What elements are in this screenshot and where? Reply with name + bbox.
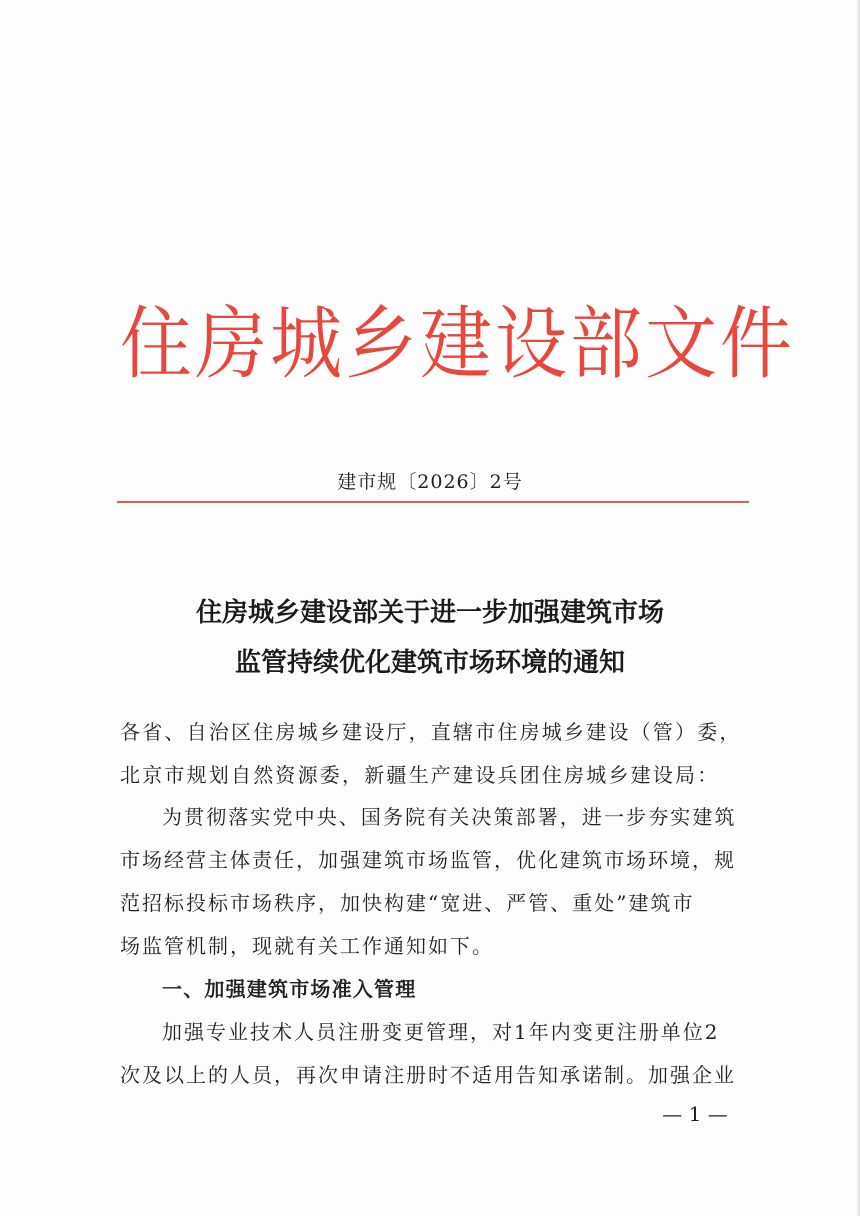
intro-line-3: 范招标投标市场秩序，加快构建“宽进、严管、重处”建筑市 [120, 891, 695, 915]
intro-line-2: 市场经营主体责任，加强建筑市场监管，优化建筑市场环境，规 [120, 848, 736, 872]
red-separator-rule [117, 501, 749, 503]
document-title [120, 588, 740, 688]
addressee-line-1: 各省、自治区住房城乡建设厅，直辖市住房城乡建设（管）委， [120, 720, 742, 744]
issuer-masthead: 住房城乡建设部文件 [120, 297, 796, 390]
page-number: — 1 — [662, 1102, 728, 1126]
document-title-line-1: 住房城乡建设部关于进一步加强建筑市场 [195, 598, 664, 628]
document-title-line-2: 监管持续优化建筑市场环境的通知 [234, 648, 625, 678]
section-1-line-2: 次及以上的人员，再次申请注册时不适用告知承诺制。加强企业 [120, 1063, 736, 1087]
section-1-heading: 一、加强建筑市场准入管理 [162, 977, 417, 1001]
document-number: 建市规〔2026〕2号 [337, 471, 523, 493]
section-1-line-1: 加强专业技术人员注册变更管理，对1年内变更注册单位2 [162, 1020, 720, 1044]
intro-line-1: 为贯彻落实党中央、国务院有关决策部署，进一步夯实建筑 [162, 805, 737, 829]
intro-line-4: 场监管机制，现就有关工作通知如下。 [120, 934, 494, 958]
addressee-line-2: 北京市规划自然资源委，新疆生产建设兵团住房城乡建设局： [120, 763, 720, 787]
